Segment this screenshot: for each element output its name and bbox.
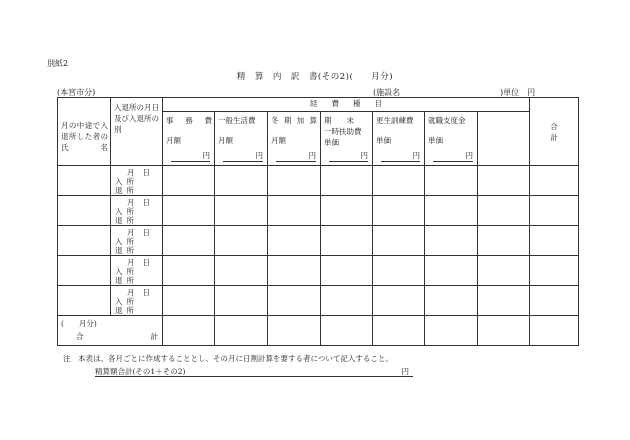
amount-cell[interactable] [163,196,215,226]
settlement-table [57,97,579,346]
resident-name-cell[interactable] [58,196,111,226]
category-year-end-aid: 期 末 一時扶助費 単価 円 [321,112,373,166]
amount-cell[interactable] [530,196,579,226]
amount-cell[interactable] [215,226,268,256]
month-total-cell[interactable] [425,316,478,346]
amount-cell[interactable] [530,286,579,316]
month-total-cell[interactable] [373,316,425,346]
grand-total-line [95,368,413,377]
amount-cell[interactable] [268,256,321,286]
table-row [58,166,579,196]
amount-cell[interactable] [163,286,215,316]
amount-cell[interactable] [268,226,321,256]
amount-cell[interactable] [530,166,579,196]
amount-cell[interactable] [425,256,478,286]
amount-cell[interactable] [478,166,530,196]
amount-cell[interactable] [530,256,579,286]
resident-name-cell[interactable] [58,256,111,286]
amount-cell[interactable] [163,226,215,256]
amount-cell[interactable] [478,286,530,316]
month-total-cell[interactable] [478,316,530,346]
amount-cell[interactable] [268,286,321,316]
category-office-expense: 事 務 費 月額 円 [163,112,215,166]
move-date-cell[interactable]: 月日 入所 退所 [111,256,163,286]
category-job-prep: 就職支度金 単価 円 [425,112,478,166]
month-total-row [58,316,579,346]
amount-cell[interactable] [373,166,425,196]
table-row [58,196,579,226]
amount-cell[interactable] [163,256,215,286]
amount-cell[interactable] [321,286,373,316]
footnote: 注 本表は、各月ごとに作成することとし、その月に日割計算を要する者について記入すること。 [63,354,393,363]
facility-name-label: (施設名 [373,88,401,97]
grand-total-label: 精算額合計(その1＋その2) [95,367,186,376]
amount-cell[interactable] [321,166,373,196]
month-total-cell[interactable] [268,316,321,346]
amount-cell[interactable] [373,226,425,256]
month-total-cell[interactable] [215,316,268,346]
table-row [58,286,579,316]
category-rehab-training: 更生訓練費 単価 円 [373,112,425,166]
amount-cell[interactable] [373,286,425,316]
city-label: (本宮市分) [57,88,96,97]
amount-cell[interactable] [373,196,425,226]
move-date-cell[interactable]: 月日 入所 退所 [111,226,163,256]
name-column-header: 月の中途で入退所した者の氏名 [58,98,111,166]
amount-cell[interactable] [425,286,478,316]
amount-cell[interactable] [215,166,268,196]
total-column-header: 合計 [530,98,579,166]
month-total-cell[interactable] [321,316,373,346]
document-title: 精 算 内 訳 書(その2)( 月分) [236,72,394,82]
amount-cell[interactable] [373,256,425,286]
month-total-cell[interactable] [163,316,215,346]
category-living-expense: 一般生活費 月額 円 [215,112,268,166]
resident-name-cell[interactable] [58,286,111,316]
amount-cell[interactable] [215,196,268,226]
category-winter-addition: 冬 期 加 算 月額 円 [268,112,321,166]
amount-cell[interactable] [215,256,268,286]
resident-name-cell[interactable] [58,226,111,256]
move-date-cell[interactable]: 月日 入所 退所 [111,286,163,316]
table-row [58,226,579,256]
grand-total-yen: 円 [401,367,409,376]
amount-cell[interactable] [215,286,268,316]
amount-cell[interactable] [321,256,373,286]
move-date-cell[interactable]: 月日 入所 退所 [111,166,163,196]
amount-cell[interactable] [478,226,530,256]
amount-cell[interactable] [268,166,321,196]
form-label: 別紙2 [47,59,69,68]
amount-cell[interactable] [163,166,215,196]
amount-cell[interactable] [321,226,373,256]
amount-cell[interactable] [478,196,530,226]
amount-cell[interactable] [425,226,478,256]
amount-cell[interactable] [530,226,579,256]
amount-cell[interactable] [425,166,478,196]
category-blank [478,112,530,166]
table-row [58,256,579,286]
amount-cell[interactable] [321,196,373,226]
month-total-cell[interactable] [530,316,579,346]
resident-name-cell[interactable] [58,166,111,196]
amount-cell[interactable] [425,196,478,226]
date-column-header: 入退所の月日及び入退所の別 [111,98,163,166]
month-total-label: ( 月分) 合 計 [58,316,163,346]
expense-category-header: 経費種目 [163,98,530,112]
amount-cell[interactable] [478,256,530,286]
move-date-cell[interactable]: 月日 入所 退所 [111,196,163,226]
unit-label: )単位 円 [500,88,536,97]
amount-cell[interactable] [268,196,321,226]
